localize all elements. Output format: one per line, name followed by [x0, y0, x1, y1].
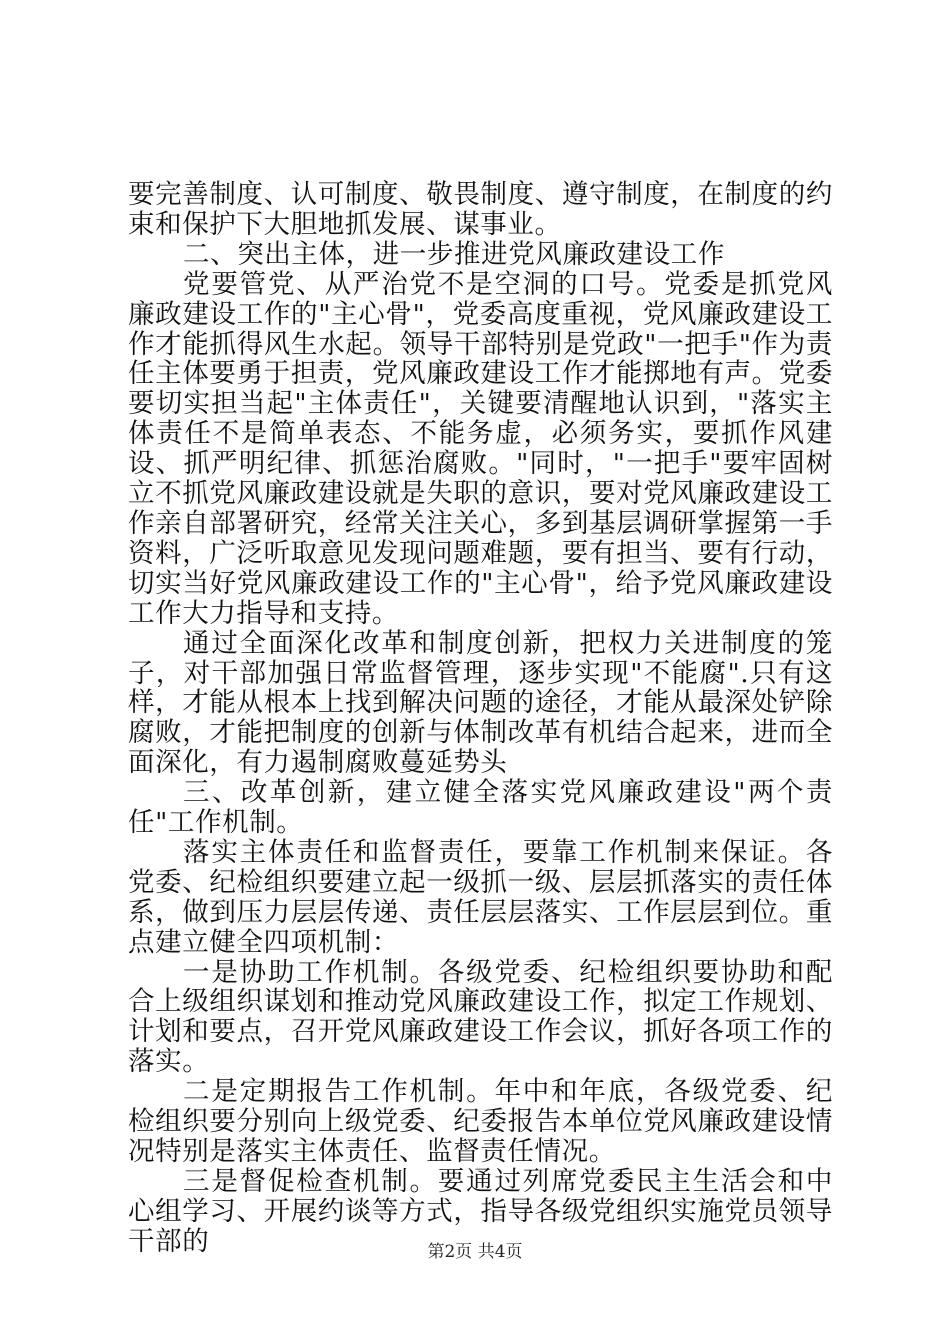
section-heading-2: 二、突出主体，进一步推进党风廉政建设工作: [183, 238, 725, 270]
paragraph-continuation: 要完善制度、认可制度、敬畏制度、遵守制度，在制度的约束和保护下大胆地抓发展、谋事业。: [128, 179, 833, 240]
paragraph-main-responsibility: 党要管党、从严治党不是空洞的口号。党委是抓党风廉政建设工作的"主心骨"，党委高度重视，党风廉政建设工作才能抓得风生水起。领导干部特别是党政"一把手"作为责任主体要勇于担责，党风廉政建设工作才能掷地有声。党委要切实担当起"主体责任"，关键要清醒地认识到，"落实主体责任不是简单表态、不能务虚，必须务实，要抓作风建设、抓严明纪律、抓惩治腐败。"同时，"一把手"要牢固树立不抓党风廉政建设就是失职的意识，要对党风廉政建设工作亲自部署研究，经常关注关心，多到基层调研掌握第一手资料，广泛听取意见发现问题难题，要有担当、要有行动，切实当好党风廉政建设工作的"主心骨"，给予党风廉政建设工作大力指导和支持。: [128, 268, 833, 629]
paragraph-reform: 通过全面深化改革和制度创新，把权力关进制度的笼子，对干部加强日常监督管理，逐步实现"不能腐".只有这样，才能从根本上找到解决问题的途径，才能从最深处铲除腐败，才能把制度的创新与体制改革有机结合起来，进而全面深化，有力遏制腐败蔓延势头: [128, 627, 833, 779]
section-heading-3: 三、改革创新，建立健全落实党风廉政建设"两个责任"工作机制。: [128, 777, 833, 839]
paragraph-mechanism-3: 三是督促检查机制。要通过列席党委民主生活会和中心组学习、开展约谈等方式，指导各级党组织实施党员领导干部的: [128, 1165, 833, 1257]
document-body: [128, 180, 833, 1257]
paragraph-mechanisms-intro: 落实主体责任和监督责任，要靠工作机制来保证。各党委、纪检组织要建立起一级抓一级、层层抓落实的责任体系，做到压力层层传递、责任层层落实、工作层层到位。重点建立健全四项机制：: [128, 836, 833, 958]
paragraph-mechanism-2: 二是定期报告工作机制。年中和年底，各级党委、纪检组织要分别向上级党委、纪委报告本单位党风廉政建设情况特别是落实主体责任、监督责任情况。: [128, 1076, 833, 1167]
page-number-label: 第2页 共4页: [427, 1242, 523, 1262]
paragraph-mechanism-1: 一是协助工作机制。各级党委、纪检组织要协助和配合上级组织谋划和推动党风廉政建设工作，拟定工作规划、计划和要点，召开党风廉政建设工作会议，抓好各项工作的落实。: [128, 956, 833, 1078]
page-footer: [0, 1241, 950, 1263]
